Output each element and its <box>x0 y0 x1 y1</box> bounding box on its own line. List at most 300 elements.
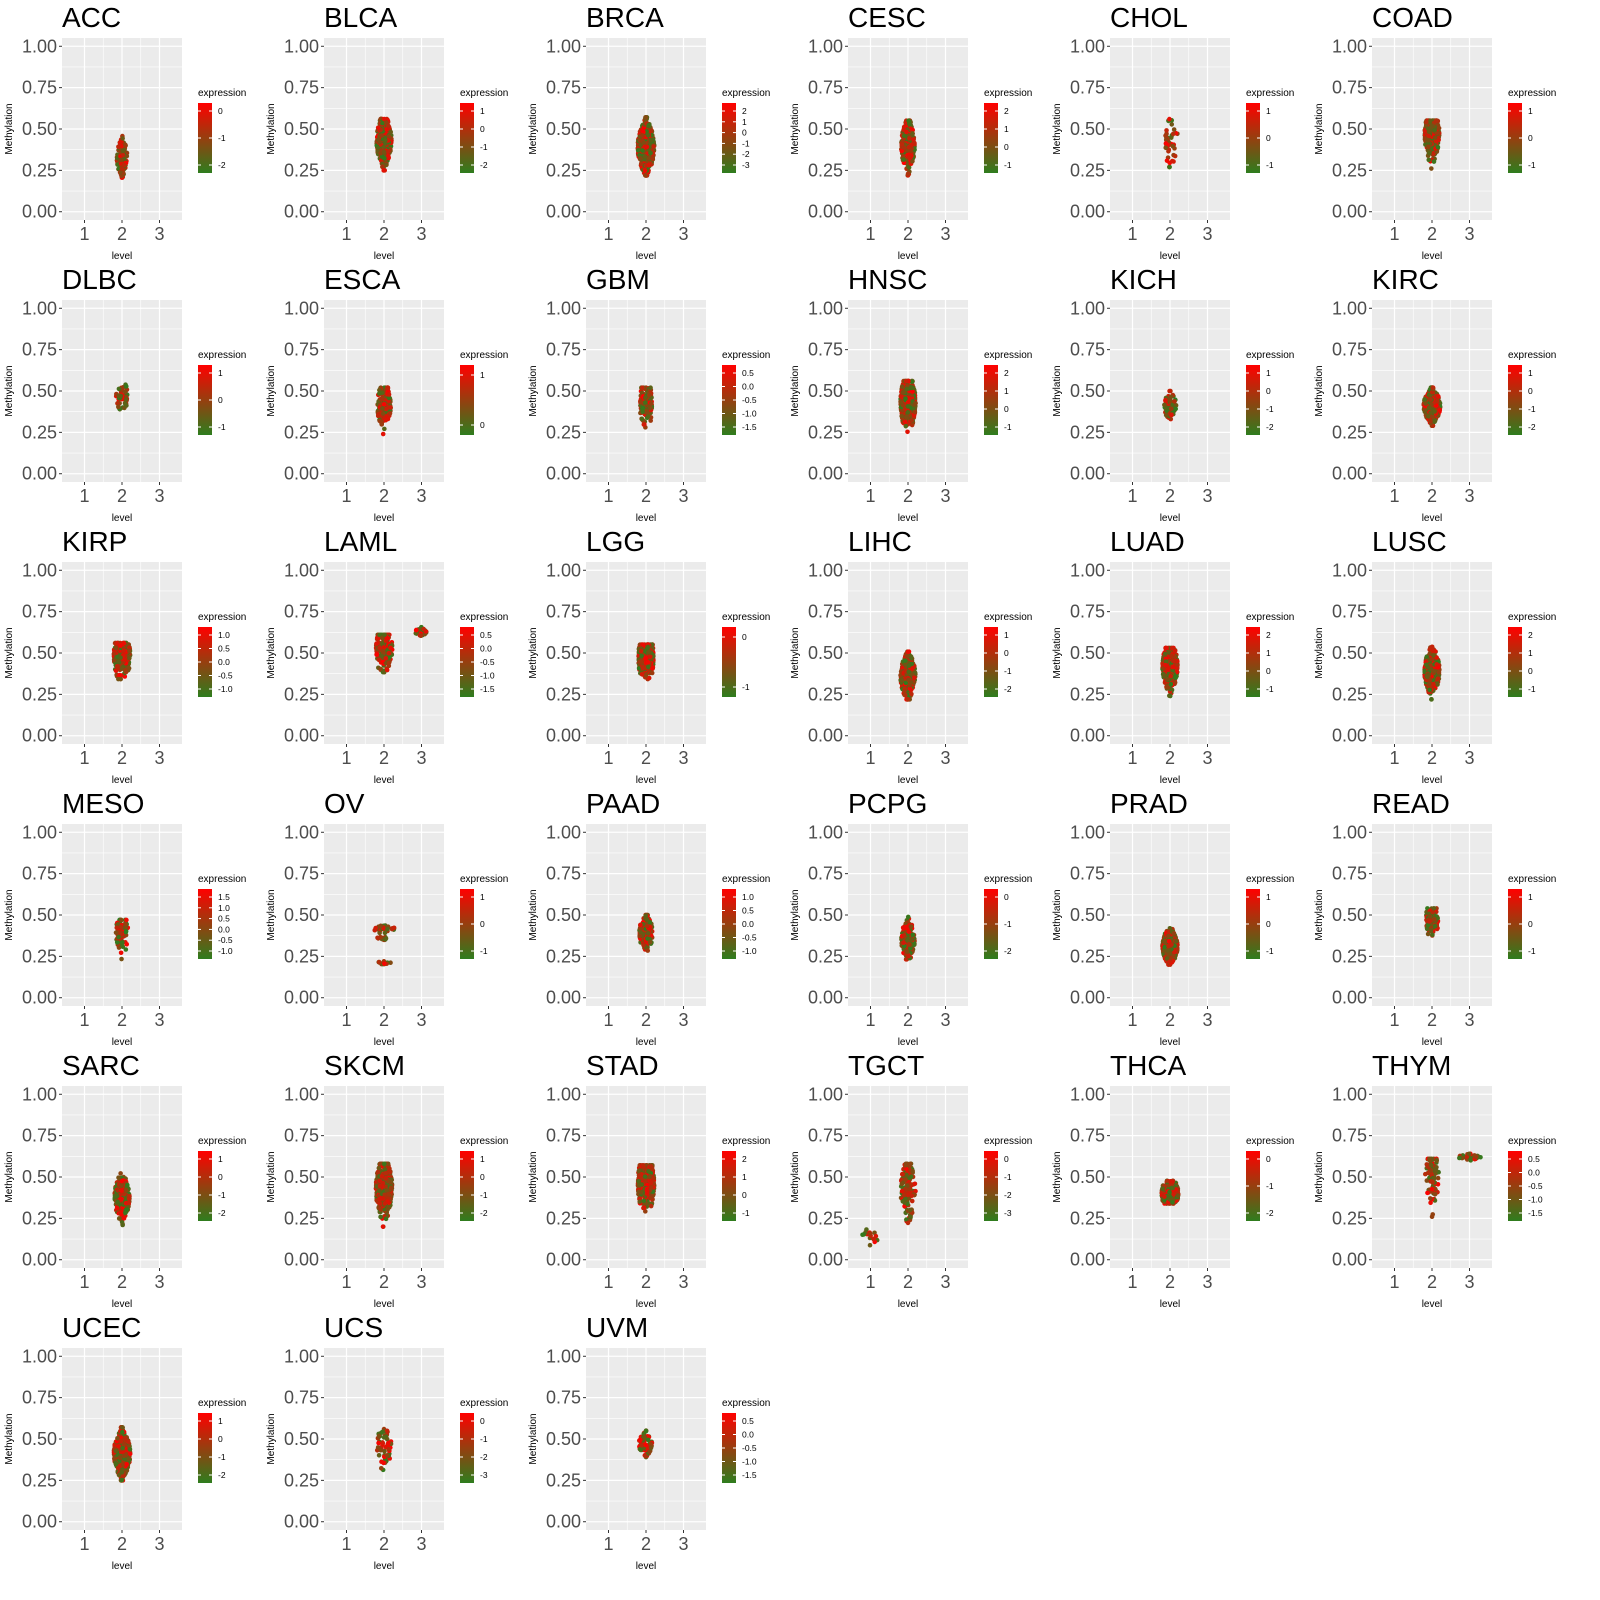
y-tick-label: 0.75 <box>283 77 319 98</box>
y-tick-label: 0.00 <box>807 725 843 746</box>
data-point <box>1433 135 1438 140</box>
data-point <box>386 149 391 154</box>
legend-tick-label: 0.0 <box>742 381 754 392</box>
data-point <box>641 642 646 647</box>
data-point <box>1169 122 1174 127</box>
panel-title: KIRP <box>62 526 128 557</box>
legend-tick-label: -0.5 <box>480 657 495 667</box>
panel-svg <box>262 262 528 528</box>
legend-title: expression <box>722 350 771 361</box>
legend-tick-label: 1 <box>1528 106 1533 116</box>
legend-tick-label: 0.5 <box>480 630 492 640</box>
legend-tick-label: -2 <box>480 160 488 170</box>
panel-svg <box>1048 0 1314 266</box>
y-tick-label: 0.25 <box>283 684 319 705</box>
panel-hnsc <box>786 262 1052 528</box>
data-point <box>380 406 385 411</box>
y-tick-label: 0.75 <box>1069 77 1105 98</box>
legend-tick-label: -2 <box>1266 422 1274 432</box>
data-point <box>379 133 384 138</box>
x-tick-label: 1 <box>1389 224 1400 244</box>
data-point <box>644 115 649 120</box>
legend-tick-label: 0 <box>480 420 485 430</box>
data-point <box>643 173 648 178</box>
panel-svg <box>1310 0 1576 266</box>
legend-title: expression <box>722 612 771 623</box>
data-point <box>639 659 644 664</box>
data-point <box>651 144 656 149</box>
data-point <box>1163 398 1168 403</box>
data-point <box>1172 399 1177 404</box>
legend-title: expression <box>460 350 509 361</box>
y-tick-label: 0.75 <box>1331 77 1367 98</box>
data-point <box>640 133 645 138</box>
data-point <box>1170 159 1175 164</box>
y-tick-label: 1.00 <box>283 298 319 319</box>
y-axis-label: Methylation <box>790 627 801 679</box>
legend-tick-label: -1 <box>1004 160 1012 170</box>
x-tick-label: 2 <box>378 224 390 244</box>
panel-svg <box>786 524 1052 790</box>
data-point <box>647 393 652 398</box>
data-point <box>381 432 386 437</box>
data-point <box>1427 151 1432 156</box>
y-tick-label: 0.50 <box>545 643 581 663</box>
data-point <box>639 162 644 167</box>
data-point <box>1436 145 1441 150</box>
legend-tick-label: -1.0 <box>218 684 233 694</box>
legend-tick-label: -1 <box>480 142 488 152</box>
data-point <box>377 140 382 145</box>
x-tick-label: 2 <box>902 224 914 244</box>
x-tick-label: 3 <box>416 224 427 244</box>
x-axis-label: level <box>1159 251 1181 262</box>
data-point <box>906 171 911 176</box>
legend-tick-label: 0 <box>742 127 747 138</box>
data-point <box>911 137 916 142</box>
legend-tick-label: -1 <box>1004 422 1012 432</box>
legend-tick-label: 1 <box>218 368 223 378</box>
data-point <box>636 148 641 153</box>
y-tick-label: 0.75 <box>21 339 57 360</box>
panel-coad <box>1310 0 1576 266</box>
y-tick-label: 0.00 <box>807 463 843 484</box>
y-tick-label: 0.50 <box>1331 381 1367 401</box>
legend-tick-label: 1 <box>480 370 485 380</box>
y-tick-label: 0.75 <box>807 601 843 622</box>
y-tick-label: 0.75 <box>283 601 319 622</box>
data-point <box>118 655 123 660</box>
y-tick-label: 1.00 <box>1069 36 1105 57</box>
legend-tick-label: -1 <box>1528 160 1536 170</box>
y-tick-label: 1.00 <box>21 36 57 57</box>
data-point <box>1426 145 1431 150</box>
panel-svg <box>0 0 266 266</box>
panel-title: HNSC <box>848 264 928 295</box>
data-point <box>115 664 120 669</box>
legend-colorbar <box>1246 365 1260 435</box>
data-point <box>910 159 915 164</box>
data-point <box>379 422 384 427</box>
data-point <box>904 424 909 429</box>
x-tick-label: 1 <box>341 486 352 506</box>
data-point <box>118 170 123 175</box>
data-point <box>640 385 645 390</box>
data-point <box>1169 406 1174 411</box>
x-tick-label: 1 <box>1127 224 1138 244</box>
legend-tick-label: -2 <box>218 160 226 170</box>
x-axis-label: level <box>1159 513 1181 524</box>
data-point <box>378 667 383 672</box>
data-point <box>387 651 392 656</box>
data-point <box>122 641 127 646</box>
data-point <box>906 410 911 415</box>
data-point <box>907 155 912 160</box>
data-point <box>123 390 128 395</box>
x-tick-label: 1 <box>1127 486 1138 506</box>
data-point <box>381 411 386 416</box>
y-tick-label: 0.75 <box>21 601 57 622</box>
data-point <box>1173 407 1178 412</box>
y-tick-label: 0.75 <box>545 77 581 98</box>
y-tick-label: 0.75 <box>21 77 57 98</box>
legend-tick-label: 1.0 <box>218 630 230 640</box>
data-point <box>1169 395 1174 400</box>
x-tick-label: 2 <box>640 224 652 244</box>
legend-colorbar <box>1508 365 1522 435</box>
legend-tick-label: -1 <box>1266 160 1274 170</box>
legend-title: expression <box>198 88 247 99</box>
data-point <box>642 422 647 427</box>
legend-tick-label: -1 <box>218 422 226 432</box>
y-tick-label: 0.50 <box>283 381 319 401</box>
y-tick-label: 1.00 <box>545 560 581 581</box>
y-tick-label: 0.00 <box>1331 201 1367 222</box>
y-axis-label: Methylation <box>1314 103 1325 155</box>
y-tick-label: 0.00 <box>21 725 57 746</box>
x-axis-label: level <box>1421 251 1443 262</box>
y-axis-label: Methylation <box>528 627 539 679</box>
y-tick-label: 0.50 <box>1069 119 1105 139</box>
data-point <box>650 157 655 162</box>
legend-tick-label: 0 <box>1528 386 1533 396</box>
panel-title: BLCA <box>324 2 398 33</box>
legend-tick-label: -1 <box>1266 404 1274 414</box>
data-point <box>1426 414 1431 419</box>
data-point <box>904 415 909 420</box>
x-tick-label: 2 <box>378 748 390 768</box>
data-point <box>646 660 651 665</box>
x-axis-label: level <box>635 513 657 524</box>
panel-gbm <box>524 262 790 528</box>
y-tick-label: 0.25 <box>21 684 57 705</box>
legend-title: expression <box>984 88 1033 99</box>
y-tick-label: 0.00 <box>283 463 319 484</box>
y-tick-label: 1.00 <box>283 560 319 581</box>
data-point <box>382 633 387 638</box>
panel-acc <box>0 0 266 266</box>
panel-svg <box>524 524 790 790</box>
data-point <box>909 418 914 423</box>
legend-colorbar <box>984 365 998 435</box>
x-tick-label: 1 <box>603 224 614 244</box>
x-tick-label: 3 <box>154 486 165 506</box>
x-axis-label: level <box>111 251 133 262</box>
x-axis-label: level <box>897 251 919 262</box>
data-point <box>119 158 124 163</box>
y-tick-label: 0.50 <box>283 643 319 663</box>
data-point <box>121 149 126 154</box>
panel-dlbc <box>0 262 266 528</box>
legend-tick-label: -1 <box>218 133 226 143</box>
panel-title: LAML <box>324 526 398 557</box>
y-axis-label: Methylation <box>1052 103 1063 155</box>
data-point <box>1167 165 1172 170</box>
y-tick-label: 1.00 <box>1069 298 1105 319</box>
data-point <box>382 402 387 407</box>
data-point <box>643 400 648 405</box>
legend-tick-label: 2 <box>1004 106 1009 116</box>
data-point <box>907 145 912 150</box>
data-point <box>649 401 654 406</box>
x-tick-label: 2 <box>902 486 914 506</box>
data-point <box>899 414 904 419</box>
panel-title: COAD <box>1372 2 1453 33</box>
y-tick-label: 0.00 <box>21 463 57 484</box>
x-tick-label: 3 <box>416 486 427 506</box>
legend-tick-label: 0.0 <box>218 657 230 667</box>
legend-colorbar <box>984 103 998 173</box>
data-point <box>384 656 389 661</box>
legend-title: expression <box>460 612 509 623</box>
data-point <box>1437 126 1442 131</box>
y-tick-label: 0.25 <box>1069 160 1105 181</box>
data-point <box>905 387 910 392</box>
x-tick-label: 3 <box>154 748 165 768</box>
x-tick-label: 2 <box>116 224 128 244</box>
data-point <box>899 400 904 405</box>
x-tick-label: 3 <box>940 486 951 506</box>
legend-tick-label: 1 <box>742 116 747 127</box>
data-point <box>900 384 905 389</box>
panel-title: GBM <box>586 264 650 295</box>
data-point <box>124 384 129 389</box>
y-tick-label: 0.75 <box>807 77 843 98</box>
panel-title: ACC <box>62 2 122 33</box>
y-tick-label: 0.25 <box>21 422 57 443</box>
panel-svg <box>524 0 790 266</box>
x-tick-label: 3 <box>678 748 689 768</box>
y-tick-label: 1.00 <box>807 298 843 319</box>
data-point <box>381 168 386 173</box>
data-point <box>1164 128 1169 133</box>
data-point <box>127 656 132 661</box>
x-tick-label: 1 <box>79 224 90 244</box>
panel-kirp <box>0 524 266 790</box>
data-point <box>1164 141 1169 146</box>
legend-tick-label: -1.0 <box>742 408 757 419</box>
legend-tick-label: -1.5 <box>742 422 757 432</box>
legend-tick-label: 0.5 <box>218 643 230 654</box>
data-point <box>122 163 127 168</box>
data-point <box>127 649 132 654</box>
legend-tick-label: 0 <box>218 395 223 405</box>
legend-tick-label: -1.0 <box>480 670 495 681</box>
x-tick-label: 3 <box>1202 224 1213 244</box>
data-point <box>905 429 910 434</box>
x-tick-label: 3 <box>154 224 165 244</box>
data-point <box>1427 130 1432 135</box>
x-axis-label: level <box>373 251 395 262</box>
data-point <box>114 646 119 651</box>
x-tick-label: 2 <box>1426 486 1438 506</box>
panel-esca <box>262 262 528 528</box>
legend-tick-label: 2 <box>742 106 747 116</box>
legend-tick-label: 2 <box>1004 368 1009 378</box>
y-tick-label: 0.25 <box>545 160 581 181</box>
y-tick-label: 0.50 <box>1331 119 1367 139</box>
legend-tick-label: -1 <box>742 682 750 692</box>
data-point <box>1167 117 1172 122</box>
panel-svg <box>262 0 528 266</box>
y-tick-label: 0.00 <box>807 201 843 222</box>
data-point <box>907 136 912 141</box>
y-tick-label: 0.00 <box>283 725 319 746</box>
data-point <box>124 397 129 402</box>
legend-title: expression <box>460 88 509 99</box>
y-tick-label: 1.00 <box>807 36 843 57</box>
legend-tick-label: -3 <box>742 160 750 170</box>
data-point <box>643 168 648 173</box>
data-point <box>1428 119 1433 124</box>
x-tick-label: 1 <box>865 748 876 768</box>
y-tick-label: 0.00 <box>283 201 319 222</box>
x-tick-label: 2 <box>116 486 128 506</box>
y-axis-label: Methylation <box>4 365 15 417</box>
x-tick-label: 3 <box>940 748 951 768</box>
legend-tick-label: 0 <box>1266 133 1271 143</box>
panel-title: BRCA <box>586 2 664 33</box>
data-point <box>1427 405 1432 410</box>
y-tick-label: 1.00 <box>21 298 57 319</box>
data-point <box>1164 413 1169 418</box>
data-point <box>901 390 906 395</box>
legend-title: expression <box>984 350 1033 361</box>
panel-svg <box>262 524 528 790</box>
panel-blca <box>262 0 528 266</box>
data-point <box>1173 154 1178 159</box>
data-point <box>121 153 126 158</box>
y-axis-label: Methylation <box>790 365 801 417</box>
legend-colorbar <box>460 103 474 173</box>
data-point <box>650 666 655 671</box>
x-tick-label: 2 <box>902 748 914 768</box>
data-point <box>1435 399 1440 404</box>
data-point <box>123 142 128 147</box>
data-point <box>647 123 652 128</box>
y-axis-label: Methylation <box>266 365 277 417</box>
data-point <box>648 406 653 411</box>
data-point <box>646 665 651 670</box>
legend-tick-label: 0 <box>1266 386 1271 396</box>
legend-tick-label: 0 <box>480 124 485 134</box>
panel-svg <box>1310 262 1576 528</box>
x-tick-label: 1 <box>603 486 614 506</box>
x-tick-label: 1 <box>341 748 352 768</box>
panel-title: LGG <box>586 526 646 557</box>
data-point <box>901 157 906 162</box>
data-point <box>383 138 388 143</box>
x-tick-label: 2 <box>1426 224 1438 244</box>
data-point <box>1434 118 1439 123</box>
y-tick-label: 1.00 <box>545 298 581 319</box>
data-point <box>646 133 651 138</box>
legend-tick-label: 1 <box>1004 124 1009 134</box>
x-axis-label: level <box>897 513 919 524</box>
legend-tick-label: 0.5 <box>742 368 754 378</box>
panel-svg <box>786 262 1052 528</box>
data-point <box>1432 128 1437 133</box>
y-tick-label: 0.00 <box>1331 463 1367 484</box>
data-point <box>386 385 391 390</box>
data-point <box>640 672 645 677</box>
data-point <box>374 641 379 646</box>
legend-title: expression <box>1246 350 1295 361</box>
data-point <box>902 145 907 150</box>
legend-title: expression <box>1246 88 1295 99</box>
x-tick-label: 3 <box>1202 486 1213 506</box>
panel-kirc <box>1310 262 1576 528</box>
y-axis-label: Methylation <box>790 103 801 155</box>
data-point <box>646 414 651 419</box>
y-tick-label: 0.25 <box>283 422 319 443</box>
y-axis-label: Methylation <box>528 103 539 155</box>
data-point <box>1429 124 1434 129</box>
data-point <box>910 131 915 136</box>
x-axis-label: level <box>111 513 133 524</box>
y-tick-label: 0.50 <box>21 119 57 139</box>
legend-tick-label: 0 <box>1004 404 1009 414</box>
legend-tick-label: 1 <box>1528 368 1533 378</box>
y-axis-label: Methylation <box>266 103 277 155</box>
y-tick-label: 0.50 <box>545 119 581 139</box>
y-tick-label: 0.00 <box>1069 463 1105 484</box>
y-tick-label: 1.00 <box>807 560 843 581</box>
y-tick-label: 0.50 <box>283 119 319 139</box>
legend-tick-label: 1 <box>1266 106 1271 116</box>
data-point <box>1162 403 1167 408</box>
data-point <box>383 418 388 423</box>
data-point <box>648 655 653 660</box>
data-point <box>421 627 426 632</box>
legend-title: expression <box>1508 350 1557 361</box>
data-point <box>648 418 653 423</box>
data-point <box>379 397 384 402</box>
data-point <box>376 413 381 418</box>
y-tick-label: 0.75 <box>545 601 581 622</box>
data-point <box>650 671 655 676</box>
legend-tick-label: -1 <box>742 138 750 149</box>
y-tick-label: 0.50 <box>21 643 57 663</box>
data-point <box>1423 401 1428 406</box>
data-point <box>640 666 645 671</box>
y-tick-label: 0.25 <box>1331 160 1367 181</box>
y-axis-label: Methylation <box>4 627 15 679</box>
data-point <box>647 163 652 168</box>
data-point <box>382 156 387 161</box>
x-axis-label: level <box>373 775 395 786</box>
data-point <box>377 391 382 396</box>
